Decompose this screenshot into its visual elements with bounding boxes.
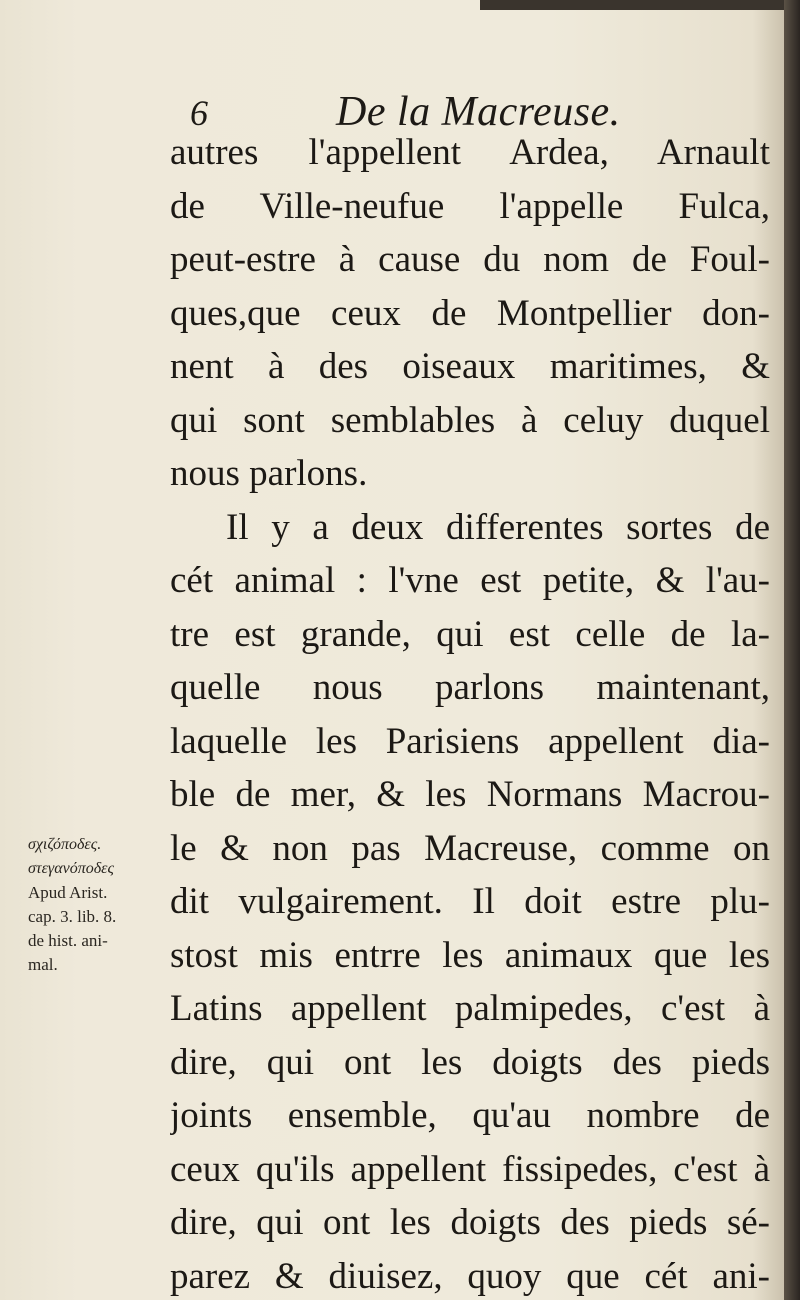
margin-note-line: cap. 3. lib. 8. <box>28 907 117 926</box>
text-line: dire, qui ont les doigts des pieds <box>170 1041 770 1083</box>
margin-note-line: de hist. ani- <box>28 931 108 950</box>
body-text <box>170 126 770 1300</box>
page-gutter <box>784 0 800 1300</box>
text-line: quelle nous parlons maintenant, <box>170 667 770 708</box>
margin-note-line: mal. <box>28 955 58 974</box>
page-edge-top <box>480 0 800 10</box>
margin-note-line: στεγανόποδες <box>28 860 114 877</box>
text-line: nous parlons. <box>170 453 368 494</box>
text-line: ceux qu'ils appellent fissipedes, c'est à <box>170 1148 770 1190</box>
text-line: dit vulgairement. Il doit estre plu- <box>170 881 770 922</box>
text-line: Latins appellent palmipedes, c'est à <box>170 988 770 1029</box>
text-line: dire, qui ont les doigts des pieds sé- <box>170 1202 770 1243</box>
text-line: ble de mer, & les Normans Macrou- <box>170 774 770 815</box>
text-line: cét animal : l'vne est petite, & l'au- <box>170 560 770 601</box>
page-number: 6 <box>190 93 208 133</box>
running-title: De la Macreuse. <box>336 89 621 135</box>
margin-note-line: Apud Arist. <box>28 883 108 902</box>
margin-note-line: σχιζόποδες. <box>28 836 102 853</box>
text-line: le & non pas Macreuse, comme on <box>170 827 770 869</box>
text-line: tre est grande, qui est celle de la- <box>170 613 770 655</box>
text-line: qui sont semblables à celuy duquel <box>170 399 770 441</box>
text-line: peut-estre à cause du nom de Foul- <box>170 239 770 280</box>
text-line: parez & diuisez, quoy que cét ani- <box>170 1255 770 1297</box>
text-line: Il y a deux differentes sortes de <box>226 506 770 548</box>
text-line: ques,que ceux de Montpellier don- <box>170 292 770 334</box>
text-line: de Ville-neufue l'appelle Fulca, <box>170 185 770 227</box>
text-line: autres l'appellent Ardea, Arnault <box>170 132 770 173</box>
text-line: nent à des oiseaux maritimes, & <box>170 346 770 387</box>
margin-note <box>28 833 168 977</box>
text-line: laquelle les Parisiens appellent dia- <box>170 720 770 762</box>
text-line: joints ensemble, qu'au nombre de <box>170 1095 770 1136</box>
text-line: stost mis entrre les animaux que les <box>170 934 770 976</box>
